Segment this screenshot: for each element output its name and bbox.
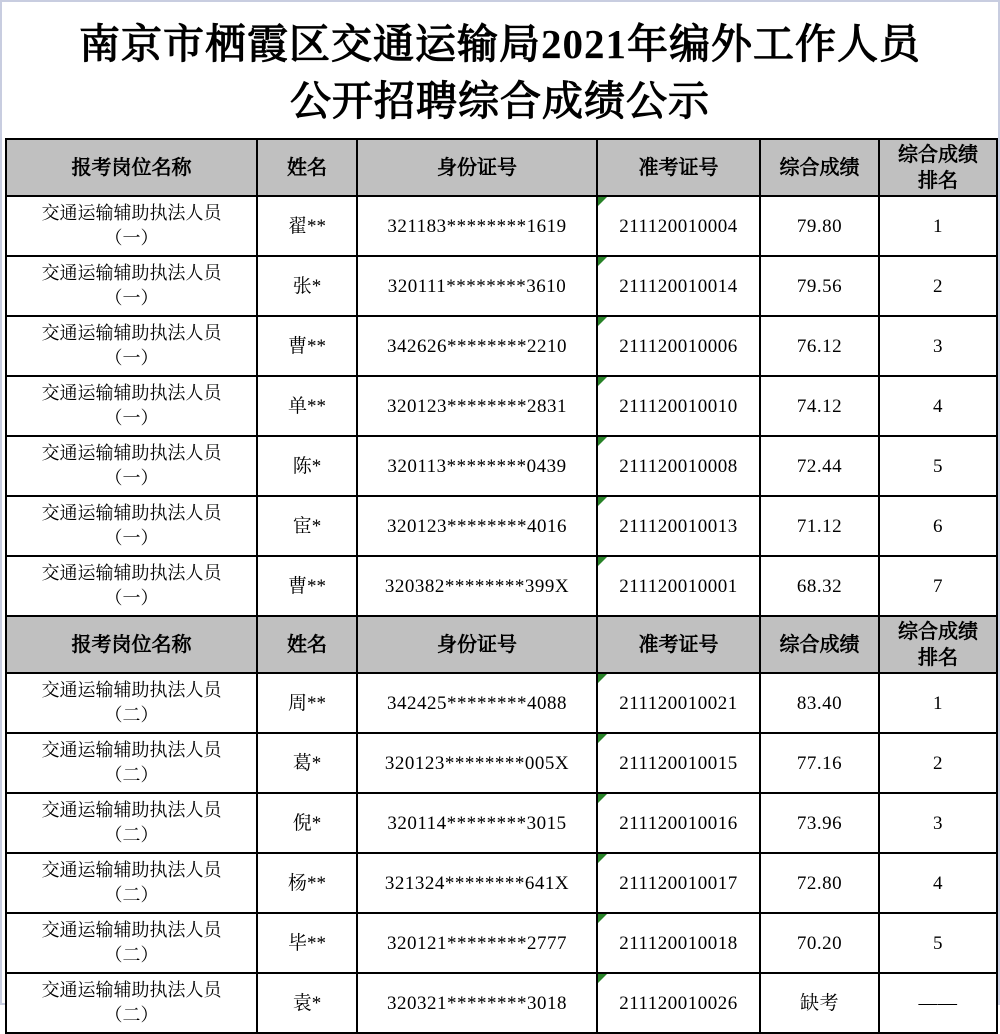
excel-flag-triangle-icon — [598, 974, 607, 983]
result-row — [6, 436, 997, 496]
excel-flag-triangle-icon — [598, 794, 607, 803]
result-row — [6, 556, 997, 616]
excel-flag-triangle-icon — [598, 257, 607, 266]
position-cell: 交通运输辅助执法人员 （一） — [6, 256, 257, 316]
position-cell: 交通运输辅助执法人员 （一） — [6, 496, 257, 556]
name-cell: 单** — [257, 376, 357, 436]
result-row — [6, 196, 997, 256]
column-header-name: 姓名 — [257, 616, 357, 673]
id-number-cell: 321324********641X — [357, 853, 597, 913]
name-cell: 陈* — [257, 436, 357, 496]
exam-number-cell: 211120010018 — [597, 913, 760, 973]
excel-flag-triangle-icon — [598, 377, 607, 386]
score-cell: 79.56 — [760, 256, 879, 316]
page-title-line-1: 南京市栖霞区交通运输局2021年编外工作人员 — [79, 21, 921, 67]
excel-flag-triangle-icon — [598, 437, 607, 446]
score-cell: 83.40 — [760, 673, 879, 733]
position-cell: 交通运输辅助执法人员 （一） — [6, 196, 257, 256]
column-header-rank: 综合成绩 排名 — [879, 616, 997, 673]
score-cell: 79.80 — [760, 196, 879, 256]
rank-cell: 6 — [879, 496, 997, 556]
rank-cell: 4 — [879, 376, 997, 436]
result-row — [6, 733, 997, 793]
id-number-cell: 342626********2210 — [357, 316, 597, 376]
id-number-cell: 321183********1619 — [357, 196, 597, 256]
header-row-section-2 — [6, 616, 997, 673]
score-cell: 73.96 — [760, 793, 879, 853]
name-cell: 周** — [257, 673, 357, 733]
position-cell: 交通运输辅助执法人员 （二） — [6, 673, 257, 733]
rank-cell: 1 — [879, 196, 997, 256]
score-cell: 72.80 — [760, 853, 879, 913]
id-number-cell: 320121********2777 — [357, 913, 597, 973]
excel-flag-triangle-icon — [598, 497, 607, 506]
position-cell: 交通运输辅助执法人员 （一） — [6, 376, 257, 436]
page-title — [2, 16, 998, 130]
page-title-line-2: 公开招聘综合成绩公示 — [290, 78, 710, 124]
position-cell: 交通运输辅助执法人员 （一） — [6, 316, 257, 376]
name-cell: 张* — [257, 256, 357, 316]
id-number-cell: 320111********3610 — [357, 256, 597, 316]
exam-number-cell: 211120010010 — [597, 376, 760, 436]
column-header-score: 综合成绩 — [760, 139, 879, 196]
exam-number-cell: 211120010006 — [597, 316, 760, 376]
id-number-cell: 320123********005X — [357, 733, 597, 793]
id-number-cell: 342425********4088 — [357, 673, 597, 733]
result-row — [6, 793, 997, 853]
excel-flag-triangle-icon — [598, 734, 607, 743]
exam-number-cell: 211120010026 — [597, 973, 760, 1033]
id-number-cell: 320113********0439 — [357, 436, 597, 496]
result-row — [6, 853, 997, 913]
position-cell: 交通运输辅助执法人员 （二） — [6, 973, 257, 1033]
position-cell: 交通运输辅助执法人员 （二） — [6, 793, 257, 853]
result-row — [6, 256, 997, 316]
exam-number-cell: 211120010008 — [597, 436, 760, 496]
column-header-rank: 综合成绩 排名 — [879, 139, 997, 196]
score-cell: 74.12 — [760, 376, 879, 436]
exam-number-cell: 211120010016 — [597, 793, 760, 853]
name-cell: 翟** — [257, 196, 357, 256]
name-cell: 葛* — [257, 733, 357, 793]
rank-cell: 1 — [879, 673, 997, 733]
name-cell: 宦* — [257, 496, 357, 556]
excel-flag-triangle-icon — [598, 914, 607, 923]
excel-flag-triangle-icon — [598, 854, 607, 863]
rank-cell: 5 — [879, 436, 997, 496]
rank-cell: 4 — [879, 853, 997, 913]
position-cell: 交通运输辅助执法人员 （一） — [6, 436, 257, 496]
results-table — [5, 138, 998, 1034]
score-cell: 76.12 — [760, 316, 879, 376]
header-row-section-1 — [6, 139, 997, 196]
score-cell: 70.20 — [760, 913, 879, 973]
position-cell: 交通运输辅助执法人员 （二） — [6, 853, 257, 913]
exam-number-cell: 211120010004 — [597, 196, 760, 256]
column-header-score: 综合成绩 — [760, 616, 879, 673]
result-row — [6, 673, 997, 733]
exam-number-cell: 211120010014 — [597, 256, 760, 316]
exam-number-cell: 211120010001 — [597, 556, 760, 616]
id-number-cell: 320123********2831 — [357, 376, 597, 436]
announcement-page — [2, 16, 998, 1034]
result-row — [6, 973, 997, 1033]
id-number-cell: 320123********4016 — [357, 496, 597, 556]
id-number-cell: 320114********3015 — [357, 793, 597, 853]
results-table-body — [6, 139, 997, 1033]
result-row — [6, 316, 997, 376]
name-cell: 倪* — [257, 793, 357, 853]
column-header-exam-number: 准考证号 — [597, 139, 760, 196]
rank-cell: —— — [879, 973, 997, 1033]
id-number-cell: 320382********399X — [357, 556, 597, 616]
rank-cell: 3 — [879, 316, 997, 376]
position-cell: 交通运输辅助执法人员 （二） — [6, 913, 257, 973]
column-header-name: 姓名 — [257, 139, 357, 196]
result-row — [6, 376, 997, 436]
column-header-position: 报考岗位名称 — [6, 616, 257, 673]
name-cell: 袁* — [257, 973, 357, 1033]
excel-flag-triangle-icon — [598, 317, 607, 326]
excel-flag-triangle-icon — [598, 674, 607, 683]
rank-cell: 2 — [879, 256, 997, 316]
name-cell: 曹** — [257, 316, 357, 376]
excel-flag-triangle-icon — [598, 197, 607, 206]
rank-cell: 7 — [879, 556, 997, 616]
exam-number-cell: 211120010013 — [597, 496, 760, 556]
column-header-id-number: 身份证号 — [357, 139, 597, 196]
score-cell: 77.16 — [760, 733, 879, 793]
score-cell: 71.12 — [760, 496, 879, 556]
name-cell: 曹** — [257, 556, 357, 616]
excel-flag-triangle-icon — [598, 557, 607, 566]
score-cell: 68.32 — [760, 556, 879, 616]
column-header-exam-number: 准考证号 — [597, 616, 760, 673]
position-cell: 交通运输辅助执法人员 （一） — [6, 556, 257, 616]
result-row — [6, 913, 997, 973]
column-header-id-number: 身份证号 — [357, 616, 597, 673]
rank-cell: 3 — [879, 793, 997, 853]
score-cell: 72.44 — [760, 436, 879, 496]
column-header-position: 报考岗位名称 — [6, 139, 257, 196]
position-cell: 交通运输辅助执法人员 （二） — [6, 733, 257, 793]
name-cell: 毕** — [257, 913, 357, 973]
result-row — [6, 496, 997, 556]
rank-cell: 2 — [879, 733, 997, 793]
score-cell: 缺考 — [760, 973, 879, 1033]
exam-number-cell: 211120010015 — [597, 733, 760, 793]
name-cell: 杨** — [257, 853, 357, 913]
exam-number-cell: 211120010021 — [597, 673, 760, 733]
rank-cell: 5 — [879, 913, 997, 973]
exam-number-cell: 211120010017 — [597, 853, 760, 913]
id-number-cell: 320321********3018 — [357, 973, 597, 1033]
